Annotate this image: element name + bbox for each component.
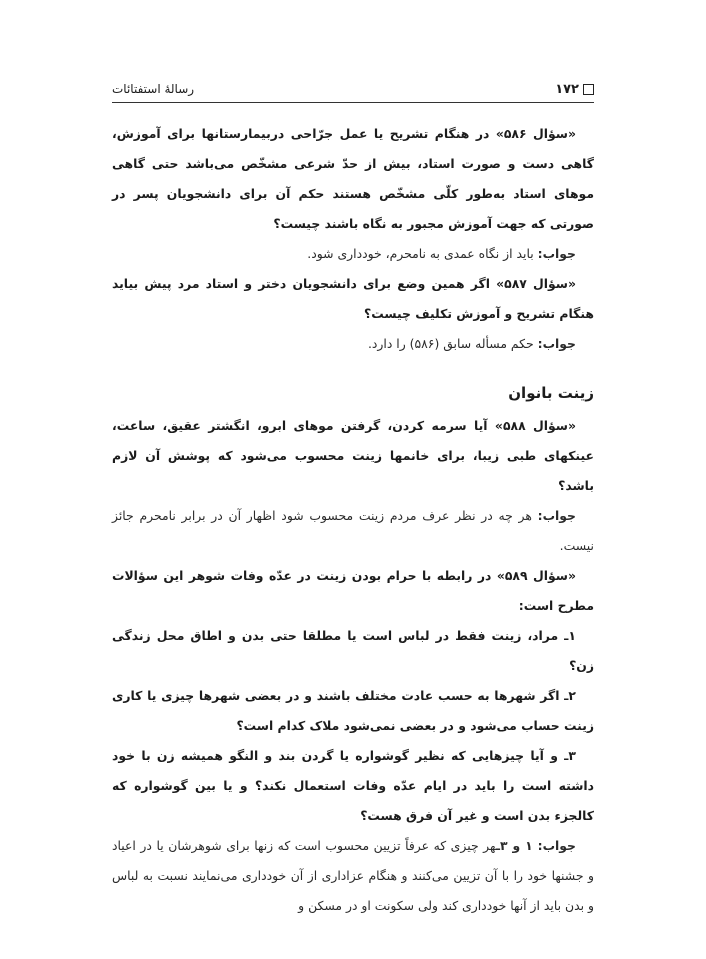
page-number — [555, 82, 594, 97]
section-title: زینت بانوان — [508, 384, 594, 402]
answer-587 — [112, 329, 594, 359]
answer-text: حکم مسأله سابق (۵۸۶) را دارد. — [367, 336, 534, 351]
question-589-item-1: ۱ـ مراد، زینت فقط در لباس است یا مطلقا حتی بدن و اطاق محل زندگی زن؟ — [112, 628, 594, 673]
answer-586 — [112, 239, 594, 269]
answer-label: جواب: — [537, 336, 576, 351]
running-header — [112, 76, 594, 103]
page-content — [112, 119, 594, 921]
answer-label: جواب: ۱ و ۳ـ — [495, 838, 576, 853]
question-586: «سؤال ۵۸۶» در هنگام تشریح یا عمل جرّاحی دربیمارستانها برای آموزش، گاهی دست و صورت استاد، بیش از حدّ شرعی مشخّص می‌باشد حتی گاهی موهای استاد به‌طور کلّی مشخّص هستند حکم آن برای دانشجویان پسر در صورتی که جهت آموزش مجبور به نگاه باشند چیست؟ — [112, 126, 594, 231]
question-589-item-3: ۳ـ و آیا چیزهایی که نظیر گوشواره یا گردن بند و النگو همیشه زن با خود داشته است را باید در ایام عدّه وفات استعمال نکند؟ و یا بین گوشواره که کالجزء بدن است و غیر آن فرق هست؟ — [112, 748, 594, 823]
answer-text: هر چیزی که عرفاً تزیین محسوب است که زنها برای شوهرشان یا در اعیاد و جشنها خود را با آن تزیین می‌کنند و هنگام عزاداری از آن خودداری می‌نمایند نسبت به لباس و بدن باید از آنها خودداری کند ولی سکونت او در مسکن و — [112, 838, 594, 913]
book-page — [112, 76, 594, 921]
answer-label: جواب: — [537, 508, 576, 523]
question-589-item-2: ۲ـ اگر شهرها به حسب عادت مختلف باشند و در بعضی شهرها چیزی یا کاری زینت حساب می‌شود و در بعضی نمی‌شود ملاک کدام است؟ — [112, 688, 594, 733]
question-589: «سؤال ۵۸۹» در رابطه با حرام بودن زینت در عدّه وفات شوهر این سؤالات مطرح است: — [112, 568, 594, 613]
page-number-text: ۱۷۲ — [555, 81, 579, 97]
question-587: «سؤال ۵۸۷» اگر همین وضع برای دانشجویان دختر و استاد مرد پیش بیاید هنگام تشریح و آموزش تکلیف چیست؟ — [112, 276, 594, 321]
square-bullet-icon — [583, 84, 594, 95]
answer-text: هر چه در نظر عرف مردم زینت محسوب شود اظهار آن در برابر نامحرم جائز نیست. — [112, 508, 594, 553]
book-title: رسالهٔ استفتائات — [112, 82, 195, 96]
answer-589 — [112, 831, 594, 921]
answer-text: باید از نگاه عمدی به نامحرم، خودداری شود. — [307, 246, 534, 261]
answer-label: جواب: — [537, 246, 576, 261]
answer-588 — [112, 501, 594, 561]
question-588: «سؤال ۵۸۸» آیا سرمه کردن، گرفتن موهای ابرو، انگشتر عقیق، ساعت، عینکهای طبی زیبا، برای خانمها زینت محسوب می‌شود که پوشش آن لازم باشد؟ — [112, 418, 594, 493]
